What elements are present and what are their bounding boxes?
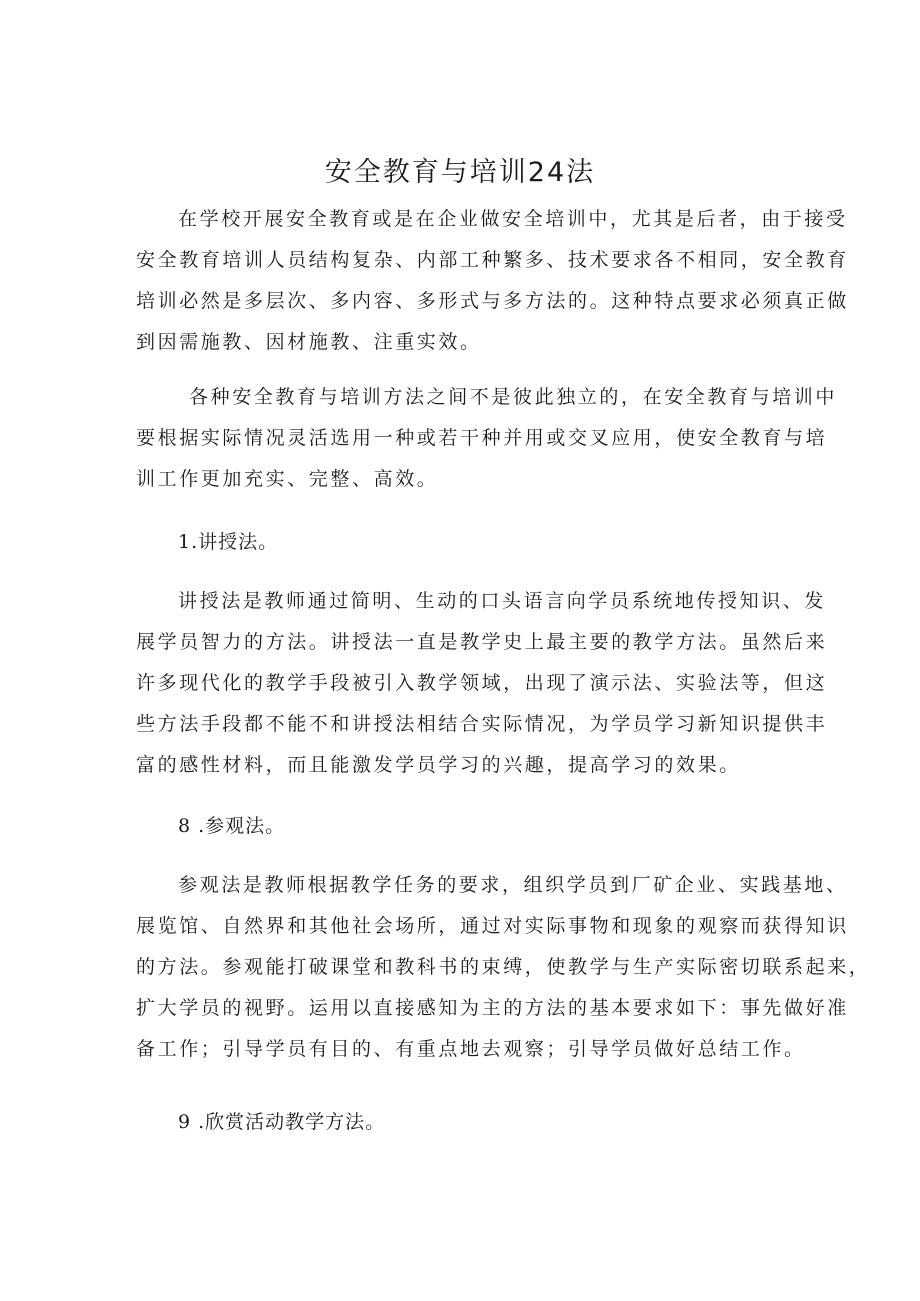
intro-line: 培训必然是多层次、多内容、多形式与多方法的。这种特点要求必须真正做 [136,290,849,312]
section-heading: 9 .欣赏活动教学方法。 [178,1111,386,1133]
paragraph-line: 各种安全教育与培训方法之间不是彼此独立的，在安全教育与培训中 [189,386,838,408]
intro-line: 安全教育培训人员结构复杂、内部工种繁多、技术要求各不相同，安全教育 [136,249,849,271]
intro-line: 到因需施教、因材施教、注重实效。 [136,331,482,353]
intro-line: 在学校开展安全教育或是在企业做安全培训中，尤其是后者，由于接受 [178,208,848,230]
section-line: 些方法手段都不能不和讲授法相结合实际情况，为学员学习新知识提供丰 [136,713,828,735]
section-line: 许多现代化的教学手段被引入教学领域，出现了演示法、实验法等，但这 [136,672,828,694]
section-heading: 8 .参观法。 [178,815,286,837]
section-line: 富的感性材料，而且能激发学员学习的兴趣，提高学习的效果。 [136,754,741,776]
section-line: 备工作；引导学员有目的、有重点地去观察；引导学员做好总结工作。 [136,1038,806,1060]
section-line: 展览馆、自然界和其他社会场所，通过对实际事物和现象的观察而获得知识 [136,915,849,937]
paragraph-line: 要根据实际情况灵活选用一种或若干种并用或交叉应用，使安全教育与培 [136,427,828,449]
document-title: 安全教育与培训24法 [324,157,596,188]
section-heading: 1.讲授法。 [178,531,279,553]
section-line: 展学员智力的方法。讲授法一直是教学史上最主要的教学方法。虽然后来 [136,631,828,653]
section-line: 参观法是教师根据教学任务的要求，组织学员到厂矿企业、实践基地、 [178,874,848,896]
paragraph-line: 训工作更加充实、完整、高效。 [136,468,439,490]
section-line: 的方法。参观能打破课堂和教科书的束缚，使教学与生产实际密切联系起来， [136,956,871,978]
section-line: 扩大学员的视野。运用以直接感知为主的方法的基本要求如下：事先做好准 [136,997,849,1019]
section-line: 讲授法是教师通过简明、生动的口头语言向学员系统地传授知识、发 [178,590,827,612]
